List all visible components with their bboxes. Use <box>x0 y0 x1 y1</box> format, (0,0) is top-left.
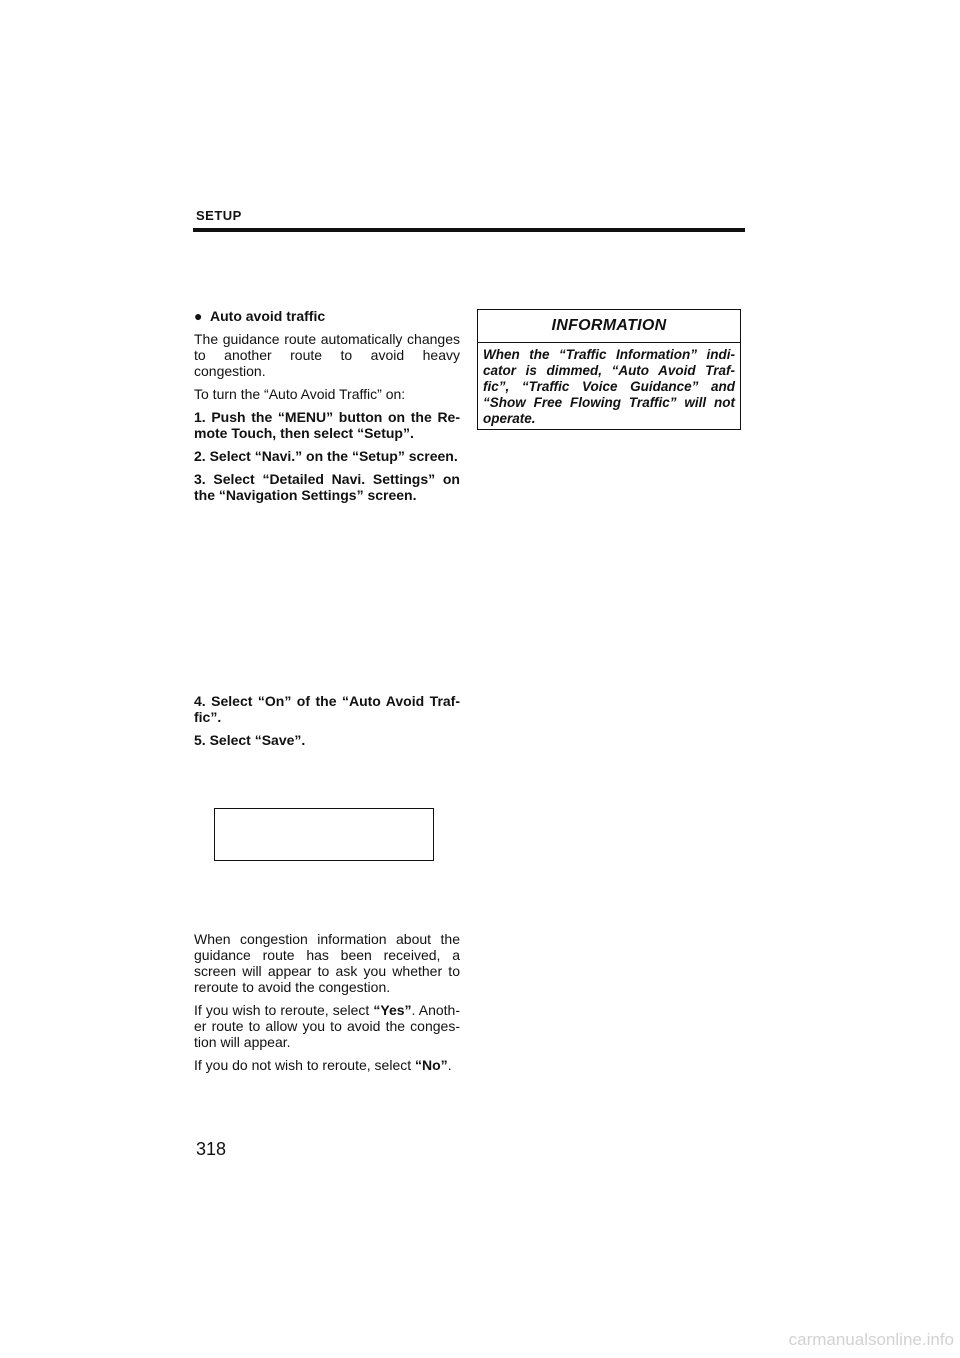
section-header: SETUP <box>196 208 242 223</box>
reroute-paragraph: When congestion information about the guidance route has been received, a screen will appear to ask you whether to reroute to avoid the congestion. <box>194 931 460 995</box>
heading-text: Auto avoid traffic <box>210 308 326 324</box>
page-number: 318 <box>196 1139 227 1159</box>
screen-image-frame <box>214 808 434 861</box>
left-column-top <box>194 308 460 510</box>
information-title: INFORMATION <box>478 310 740 343</box>
instruction-paragraph: To turn the “Auto Avoid Traffic” on: <box>194 386 406 402</box>
no-label: “No” <box>415 1057 448 1073</box>
header-rule <box>193 228 745 232</box>
step-5: 5. Select “Save”. <box>194 732 306 748</box>
information-body: When the “Traffic Information” indi- cator is dimmed, “Auto Avoid Traf- fic”, “Traffic Voice Guidance” and “Show Free Flowing Traffic” will not operate. <box>483 347 735 426</box>
step-2: 2. Select “Navi.” on the “Setup” screen. <box>194 448 458 464</box>
yes-paragraph: If you wish to reroute, select “Yes”. Anoth- er route to allow you to avoid the conges- tion will appear. <box>194 1002 460 1050</box>
left-column-steps <box>194 693 460 755</box>
step-4: 4. Select “On” of the “Auto Avoid Traf- fic”. <box>194 693 460 725</box>
step-1: 1. Push the “MENU” button on the Re- mote Touch, then select “Setup”. <box>194 409 460 441</box>
watermark: carmanualsonline.info <box>788 1330 954 1349</box>
step-3: 3. Select “Detailed Navi. Settings” on the “Navigation Settings” screen. <box>194 471 460 503</box>
no-paragraph: If you do not wish to reroute, select “No”. <box>194 1057 452 1073</box>
yes-label: “Yes” <box>373 1002 412 1018</box>
section-heading <box>194 308 460 324</box>
left-column-bottom <box>194 931 460 1080</box>
information-box <box>477 309 741 430</box>
bullet-icon: ● <box>194 308 203 324</box>
intro-paragraph: The guidance route automatically changes to another route to avoid heavy congestion. <box>194 331 460 379</box>
